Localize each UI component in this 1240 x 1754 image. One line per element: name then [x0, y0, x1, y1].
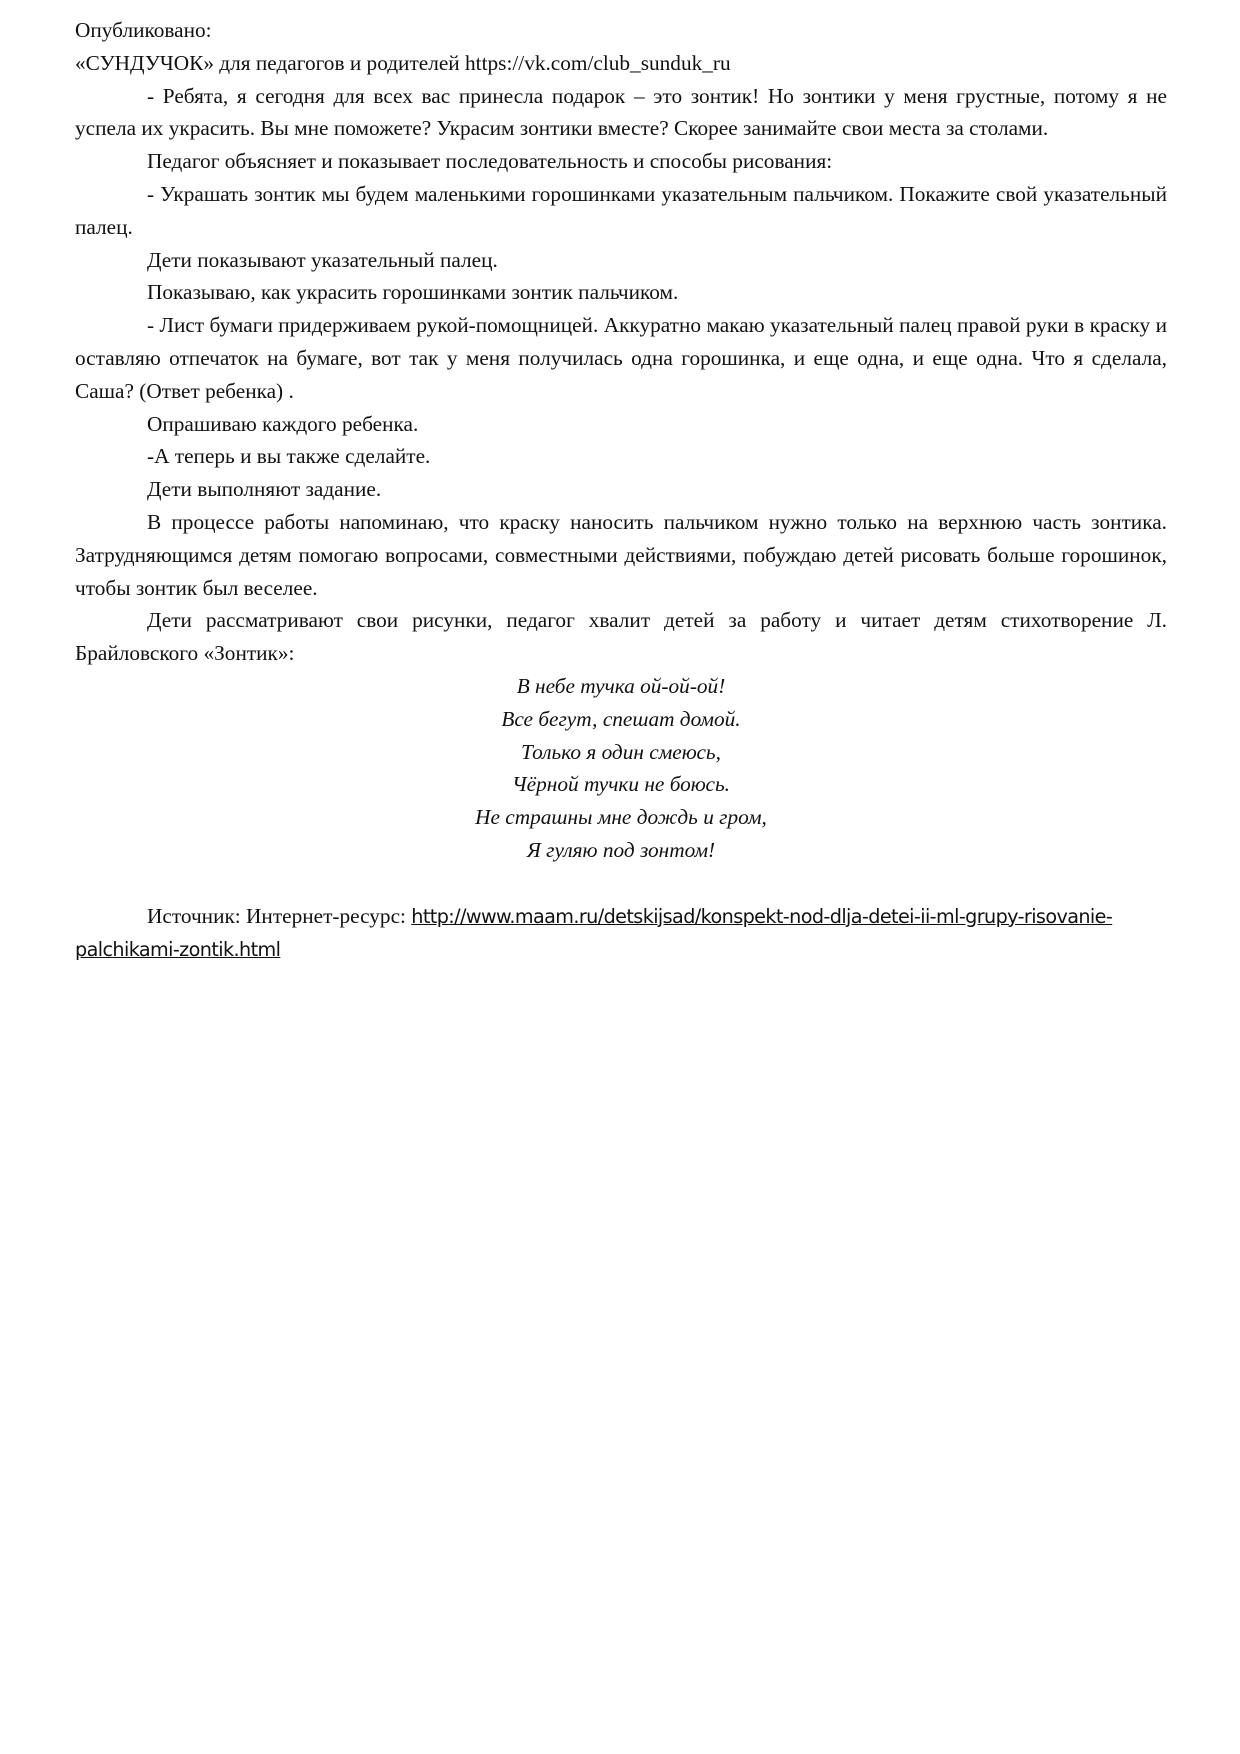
poem-line: Не страшны мне дождь и гром, — [475, 805, 767, 830]
published-label: Опубликовано: — [75, 18, 212, 42]
paragraph-now-you: -А теперь и вы также сделайте. — [147, 444, 431, 469]
paragraph-children-do: Дети выполняют задание. — [147, 477, 382, 502]
paragraph-gift: - Ребята, я сегодня для всех вас принесла подарок – это зонтик! Но зонтики у меня грустные, потому я не успела их украсить. Вы мне поможете? Украсим зонтики вместе? Скорее занимайте свои места за столами. — [75, 83, 1167, 141]
paragraph-poem-intro: Дети рассматривают свои рисунки, педагог хвалит детей за работу и читает детям стихотворение Л. Брайловского «Зонтик»: — [75, 608, 1167, 666]
poem-line: Я гуляю под зонтом! — [526, 837, 716, 862]
poem-line: В небе тучка ой-ой-ой! — [516, 673, 726, 698]
paragraph-process: В процессе работы напоминаю, что краску наносить пальчиком нужно только на верхнюю часть зонтика. Затрудняющимся детям помогаю вопросами, совместными действиями, побуждаю детей рисовать больше горошинок, чтобы зонтик был веселее. — [75, 509, 1167, 600]
poem-line: Только я один смеюсь, — [521, 739, 721, 764]
document-page — [75, 14, 1167, 967]
spacer — [75, 867, 1167, 900]
poem — [75, 670, 1167, 867]
paragraph-demonstration: Показываю, как украсить горошинками зонтик пальчиком. — [147, 280, 679, 305]
source-line — [75, 900, 1167, 968]
paragraph-ask-each: Опрашиваю каждого ребенка. — [147, 411, 419, 436]
paragraph-teacher-explains: Педагог объясняет и показывает последовательность и способы рисования: — [147, 149, 833, 174]
paragraph-children-show: Дети показывают указательный палец. — [147, 247, 498, 272]
source-link[interactable]: http://www.maam.ru/detskijsad/konspekt-nod-dlja-detei-ii-ml-grupy-risovanie-palchikami-zontik.html — [75, 904, 1113, 962]
poem-line: Все бегут, спешат домой. — [501, 706, 741, 731]
publisher-line: «СУНДУЧОК» для педагогов и родителей https://vk.com/club_sunduk_ru — [75, 50, 731, 75]
poem-line: Чёрной тучки не боюсь. — [512, 772, 730, 797]
source-label: Источник: Интернет-ресурс: — [147, 903, 412, 928]
paragraph-technique: - Лист бумаги придерживаем рукой-помощницей. Аккуратно макаю указательный палец правой руки в краску и оставляю отпечаток на бумаге, вот так у меня получилась одна горошинка, и еще одна, и еще одна. Что я сделала, Саша? (Ответ ребенка) . — [75, 313, 1167, 403]
paragraph-decorate-instruction: - Украшать зонтик мы будем маленькими горошинками указательным пальчиком. Покажите свой указательный палец. — [75, 181, 1167, 239]
